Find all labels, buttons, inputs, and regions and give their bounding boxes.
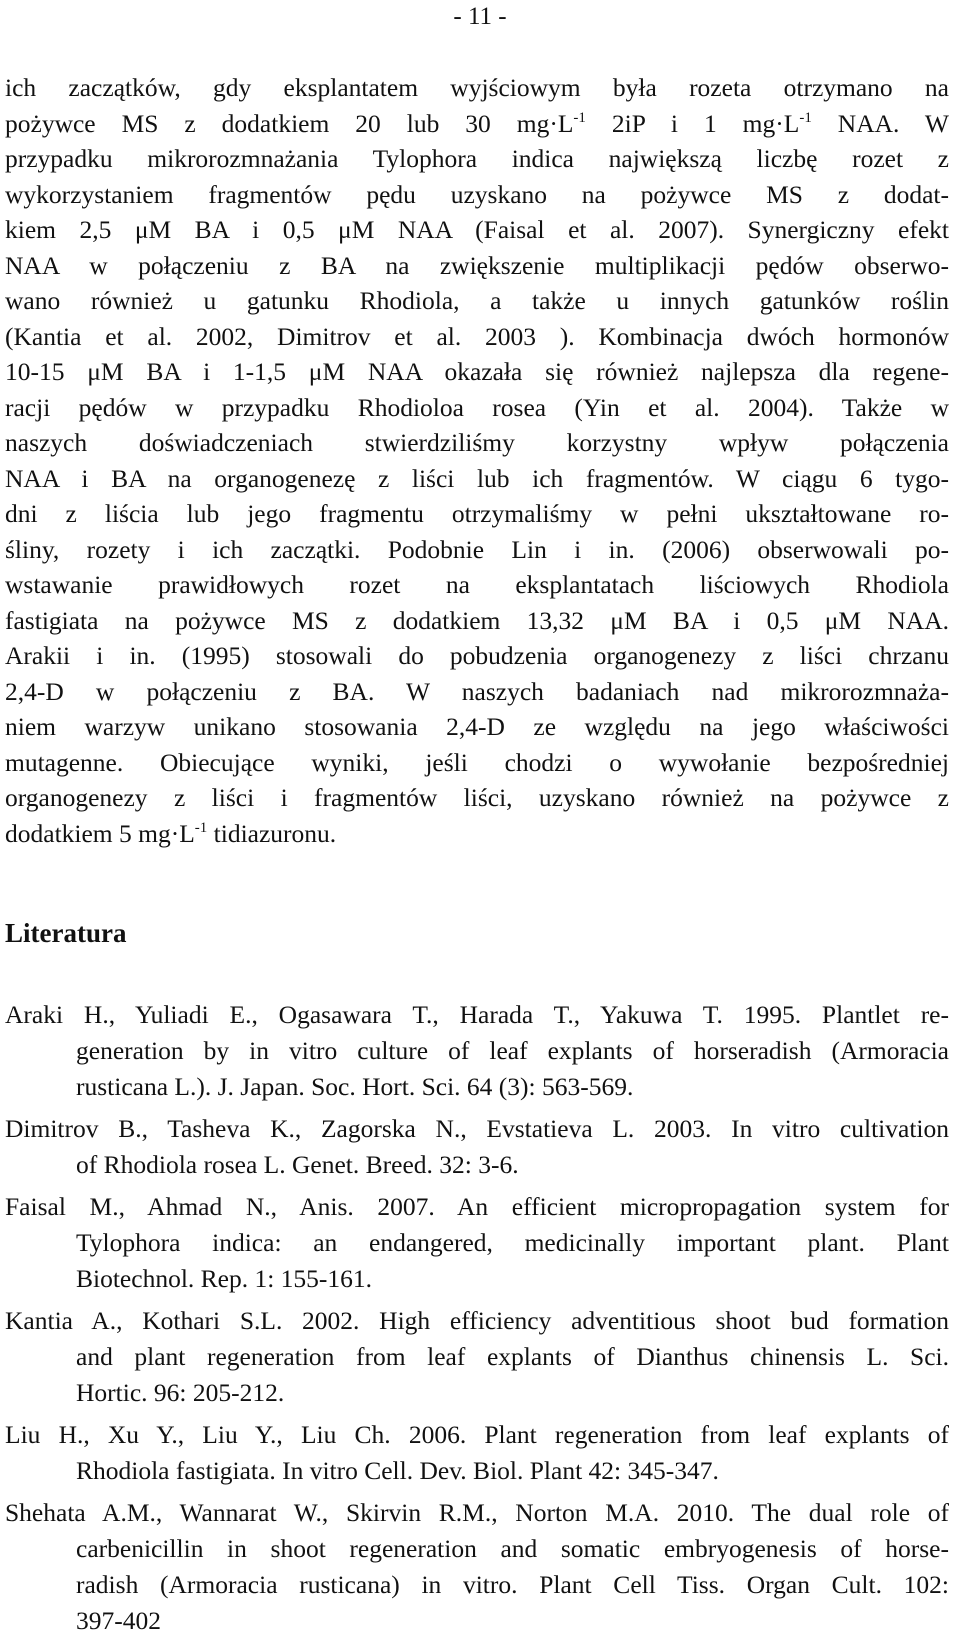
- reference-line: Dimitrov B., Tasheva K., Zagorska N., Evstatieva L. 2003. In vitro cultivation: [5, 1114, 949, 1143]
- reference-line: rusticana L.). J. Japan. Soc. Hort. Sci. 64 (3): 563-569.: [76, 1072, 634, 1101]
- reference-line: Hortic. 96: 205-212.: [76, 1378, 285, 1407]
- section-heading: Literatura: [5, 918, 127, 948]
- paragraph-line: fastigiata na pożywce MS z dodatkiem 13,32 μM BA i 0,5 μM NAA.: [5, 605, 949, 635]
- reference-entry: [5, 1111, 949, 1183]
- paragraph-line: Arakii i in. (1995) stosowali do pobudzenia organogenezy z liści chrzanu: [5, 641, 949, 670]
- paragraph-line: pożywce MS z dodatkiem 20 lub 30 $mg\cdot L^{-1}$ 2iP i 1 $mg\cdot L^{-1}$ NAA. W: [5, 108, 950, 138]
- reference-line: Biotechnol. Rep. 1: 155-161.: [76, 1264, 373, 1293]
- paragraph-line: racji pędów w przypadku Rhodioloa rosea (Yin et al. 2004). Także w: [5, 392, 949, 422]
- paragraph-line: (Kantia et al. 2002, Dimitrov et al. 2003 ). Kombinacja dwóch hormonów: [5, 321, 949, 351]
- paragraph-line: 10-15 μM BA i 1-1,5 μM NAA okazała się również najlepsza dla regene-: [5, 357, 949, 386]
- reference-line: and plant regeneration from leaf explants of Dianthus chinensis L. Sci.: [76, 1342, 949, 1371]
- paragraph-line: wykorzystaniem fragmentów pędu uzyskano na pożywce MS z dodat-: [5, 179, 949, 209]
- paragraph-line: kiem 2,5 μM BA i 0,5 μM NAA (Faisal et al. 2007). Synergiczny efekt: [5, 215, 949, 244]
- reference-line: Liu H., Xu Y., Liu Y., Liu Ch. 2006. Plant regeneration from leaf explants of: [5, 1420, 949, 1449]
- reference-line: of Rhodiola rosea L. Genet. Breed. 32: 3-6.: [76, 1150, 519, 1179]
- paragraph-line: ich zaczątków, gdy eksplantatem wyjściowym była rozeta otrzymano na: [5, 73, 949, 102]
- paragraph-line: dodatkiem 5 $mg\cdot L^{-1}$ tidiazuronu.: [5, 818, 337, 848]
- paragraph-line: przypadku mikrorozmnażania Tylophora indica największą liczbę rozet z: [5, 144, 949, 173]
- paragraph-line: naszych doświadczeniach stwierdziliśmy korzystny wpływ połączenia: [5, 428, 949, 457]
- reference-entry: [5, 997, 949, 1105]
- reference-line: radish (Armoracia rusticana) in vitro. Plant Cell Tiss. Organ Cult. 102:: [76, 1570, 949, 1599]
- references-list: [5, 997, 949, 1645]
- reference-line: generation by in vitro culture of leaf explants of horseradish (Armoracia: [76, 1036, 949, 1065]
- page-number: - 11 -: [453, 3, 507, 30]
- reference-line: Faisal M., Ahmad N., Anis. 2007. An efficient micropropagation system for: [5, 1192, 949, 1221]
- paragraph-line: niem warzyw unikano stosowania 2,4-D ze względu na jego właściwości: [5, 712, 949, 741]
- paragraph-line: wstawanie prawidłowych rozet na eksplantatach liściowych Rhodiola: [5, 570, 949, 599]
- paragraph-line: NAA w połączeniu z BA na zwiększenie multiplikacji pędów obserwo-: [5, 250, 949, 280]
- paragraph-line: organogenezy z liści i fragmentów liści, uzyskano również na pożywce z: [5, 783, 949, 812]
- paragraph-line: dni z liścia lub jego fragmentu otrzymaliśmy w pełni ukształtowane ro-: [5, 499, 949, 528]
- superscript: -1: [799, 109, 812, 126]
- paragraph-line: NAA i BA na organogenezę z liści lub ich fragmentów. W ciągu 6 tygo-: [5, 463, 949, 493]
- paragraph-line: wano również u gatunku Rhodiola, a także u innych gatunków roślin: [5, 286, 949, 315]
- reference-line: Shehata A.M., Wannarat W., Skirvin R.M., Norton M.A. 2010. The dual role of: [5, 1498, 949, 1527]
- reference-entry: [5, 1189, 949, 1297]
- superscript: -1: [573, 109, 586, 126]
- reference-line: 397-402: [76, 1606, 161, 1635]
- reference-line: Araki H., Yuliadi E., Ogasawara T., Harada T., Yakuwa T. 1995. Plantlet re-: [5, 1000, 949, 1029]
- reference-line: Rhodiola fastigiata. In vitro Cell. Dev. Biol. Plant 42: 345-347.: [76, 1456, 719, 1485]
- reference-entry: [5, 1303, 949, 1411]
- superscript: -1: [194, 819, 208, 836]
- reference-line: Tylophora indica: an endangered, medicinally important plant. Plant: [76, 1228, 949, 1257]
- paragraph-line: mutagenne. Obiecujące wyniki, jeśli chodzi o wywołanie bezpośredniej: [5, 747, 949, 777]
- paragraph-line: śliny, rozety i ich zaczątki. Podobnie Lin i in. (2006) obserwowali po-: [5, 534, 949, 564]
- reference-line: carbenicillin in shoot regeneration and somatic embryogenesis of horse-: [76, 1534, 949, 1563]
- paragraph-line: 2,4-D w połączeniu z BA. W naszych badaniach nad mikrorozmnaża-: [5, 676, 949, 706]
- reference-entry: [5, 1417, 949, 1489]
- reference-entry: [5, 1495, 949, 1639]
- body-paragraph: [5, 70, 949, 851]
- reference-line: Kantia A., Kothari S.L. 2002. High efficiency adventitious shoot bud formation: [5, 1306, 949, 1335]
